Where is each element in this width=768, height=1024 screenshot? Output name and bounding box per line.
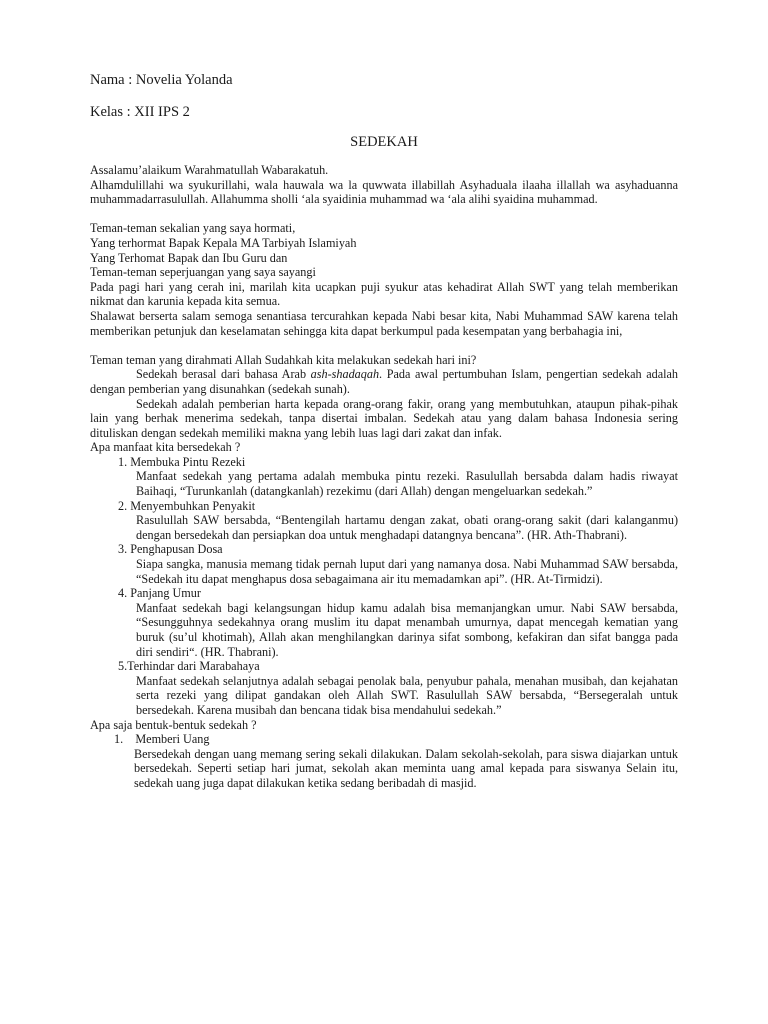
benefit-text: Manfaat sedekah selanjutnya adalah sebagai penolak bala, penyubur pahala, menahan musibah, dan kejahatan serta rezeki yang dilipat gandakan oleh Allah SWT. Rasulullah SAW bersabda, “Bersegeralah untuk bersedekah. Karena musibah dan bencana tidak bisa mendahului sedekah.” [136,673,678,717]
opening-salam: Assalamu’alaikum Warahmatullah Wabarakatuh. [90,163,329,177]
form-label: 1. Memberi Uang [114,732,210,747]
opening-hamdalah: Alhamdulillahi wa syukurillahi, wala hauwala wa la quwwata illabillah Asyhaduala ilaaha illallah wa asyhaduanna muhammadarrasulullah. Allahumma sholli ‘ala syaidinia muhammad wa ‘ala alihi syaidina muhammad. [90,177,678,207]
question-line: Teman teman yang dirahmati Allah Sudahkah kita melakukan sedekah hari ini? [90,352,477,367]
definition-paragraph: Sedekah adalah pemberian harta kepada orang-orang fakir, orang yang membutuhkan, ataupun pihak-pihak lain yang berhak menerima sedekah, tanpa disertai imbalan. Sedekah atau yang dalam bahasa Indonesia sering dituliskan dengan sedekah memiliki makna yang lebih luas lagi dari zakat dan infak. [90,396,678,440]
student-name: Nama : Novelia Yolanda [90,72,233,88]
benefit-text: Siapa sangka, manusia memang tidak pernah luput dari yang namanya dosa. Nabi Muhammad SAW bersabda, “Sedekah itu dapat menghapus dosa sebagaimana air itu memadamkan api”. (HR. At-Tirmidzi). [136,557,678,586]
benefit-label: 5.Terhindar dari Marabahaya [118,659,260,674]
benefit-label: 3. Penghapusan Dosa [118,542,223,557]
intro-paragraph: Pada pagi hari yang cerah ini, marilah kita ucapkan puji syukur atas kehadirat Allah SWT yang telah memberikan nikmat dan karunia kepada kita semua. [90,279,678,309]
greeting-line: Teman-teman sekalian yang saya hormati, [90,221,296,236]
benefit-text: Manfaat sedekah yang pertama adalah membuka pintu rezeki. Rasulullah bersabda dalam hadis riwayat Baihaqi, “Turunkanlah (datangkanlah) rezekimu (dari Allah) dengan mengeluarkan sedekah.” [136,469,678,499]
form-text: Bersedekah dengan uang memang sering sekali dilakukan. Dalam sekolah-sekolah, para siswa diajarkan untuk bersedekah. Seperti setiap hari jumat, sekolah akan meminta uang amal kepada para siswanya Selain itu, sedekah uang juga dapat dilakukan ketika sedang beribadah di masjid. [134,746,678,790]
forms-heading: Apa saja bentuk-bentuk sedekah ? [90,717,257,732]
benefit-label: 4. Panjang Umur [118,586,201,601]
intro-paragraph: Shalawat berserta salam semoga senantiasa tercurahkan kepada Nabi besar kita, Nabi Muhammad SAW karena telah memberikan petunjuk dan keselamatan sehingga kita dapat berkumpul pada kesempatan yang berbahagia ini, [90,308,678,338]
benefit-label: 2. Menyembuhkan Penyakit [118,498,256,513]
benefit-text: Rasulullah SAW bersabda, “Bentengilah hartamu dengan zakat, obati orang-orang sakit (dari kalanganmu) dengan bersedekah dan persiapkan doa untuk menghadapi datangnya bencana”. (HR. Ath-Thabrani). [136,513,678,542]
benefits-heading: Apa manfaat kita bersedekah ? [90,440,241,455]
benefit-label: 1. Membuka Pintu Rezeki [118,454,246,469]
student-class: Kelas : XII IPS 2 [90,104,190,120]
greeting-line: Yang Terhomat Bapak dan Ibu Guru dan [90,250,288,265]
arabic-term: ash-shadaqah [310,367,380,382]
benefit-text: Manfaat sedekah bagi kelangsungan hidup kamu adalah bisa memanjangkan umur. Nabi SAW bersabda, “Sesungguhnya sedekahnya orang muslim itu dapat menambah umurnya, dapat mencegah kematian yang buruk (su’ul khotimah), Allah akan menghilangkan darinya sifat sombong, kefakiran dan sifat bangga pada diri sendiri“. (HR. Thabrani). [136,600,678,659]
page-title: SEDEKAH [350,134,418,150]
greeting-line: Yang terhormat Bapak Kepala MA Tarbiyah Islamiyah [90,235,357,250]
greeting-line: Teman-teman seperjuangan yang saya sayangi [90,265,316,280]
document-body [90,163,678,791]
definition-paragraph: Sedekah berasal dari bahasa Arab ash-shadaqah. Pada awal pertumbuhan Islam, pengertian sedekah adalah dengan pemberian yang disunahkan (sedekah sunah). [90,367,678,396]
